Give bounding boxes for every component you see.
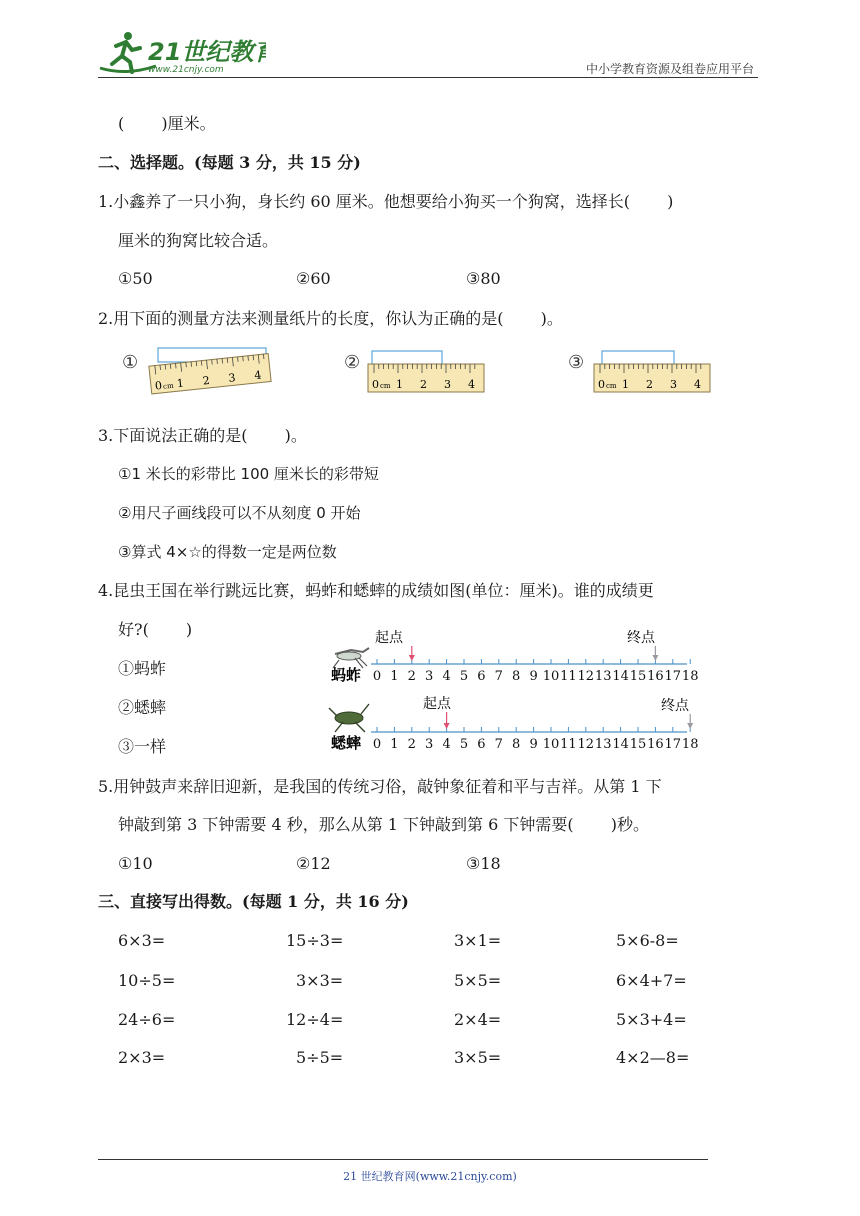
number-line-tick-label: 2: [407, 669, 416, 684]
number-line-tick-label: 6: [477, 669, 486, 684]
number-line-tick-label: 15: [629, 737, 647, 752]
calc-item: 4×2—8=: [616, 1048, 690, 1067]
ruler-label: 1: [176, 376, 185, 391]
calc-item: 5×3+4=: [616, 1010, 687, 1029]
number-line-tick-label: 5: [459, 669, 469, 684]
q1-option-c: ③80: [466, 269, 501, 288]
row2-start-arrow: [444, 712, 450, 729]
row1-start-arrow: [409, 646, 415, 661]
number-line-tick-label: 8: [512, 669, 521, 684]
ruler-tick: [201, 361, 202, 366]
q2-mark-b: ②: [344, 352, 361, 373]
q2-mark-a: ①: [122, 352, 139, 373]
number-line-tick-label: 3: [425, 669, 434, 684]
number-line-tick-label: 14: [612, 737, 629, 752]
paper-strip: [372, 351, 442, 365]
number-line-tick-label: 0: [372, 737, 382, 752]
section3-title: 三、直接写出得数。(每题 1 分，共 16 分): [98, 892, 409, 911]
q5-option-b: ②12: [296, 854, 331, 873]
number-line-tick-label: 9: [529, 737, 538, 752]
number-line-tick-label: 1: [390, 669, 399, 684]
q3-text: 3.下面说法正确的是( )。: [98, 426, 307, 445]
number-line-tick-label: 17: [664, 669, 682, 684]
ruler-label: 4: [468, 378, 475, 391]
calc-item: 2×4=: [454, 1010, 502, 1029]
site-logo: [96, 26, 266, 80]
number-line-tick-label: 7: [494, 669, 503, 684]
q2-ruler-a: [148, 344, 278, 399]
ruler-label: 1: [396, 378, 403, 391]
number-line-tick-label: 15: [629, 669, 647, 684]
logo-text: 21世纪教育: [148, 38, 266, 66]
q4-number-line-figure: [325, 622, 705, 757]
ruler-tick: [170, 364, 171, 369]
q4-line1: 4.昆虫王国在举行跳远比赛，蚂蚱和蟋蟀的成绩如图(单位：厘米)。谁的成绩更: [98, 581, 654, 600]
footer-divider: [98, 1159, 708, 1160]
number-line-tick-label: 13: [594, 737, 612, 752]
calc-item: 5×5=: [454, 971, 502, 990]
calc-item: 24÷6=: [118, 1010, 176, 1029]
ruler-tick: [217, 359, 218, 364]
calc-item: 3×3=: [296, 971, 344, 990]
site-tag: 中小学教育资源及组卷应用平台: [585, 62, 754, 76]
arrow-head: [409, 655, 415, 661]
ruler-tick: [248, 356, 249, 361]
number-line-tick-label: 12: [577, 737, 595, 752]
q4-option-c: ③一样: [118, 737, 167, 756]
q4-option-b: ②蟋蟀: [118, 698, 167, 717]
ruler-label: 0: [154, 378, 163, 393]
q4-option-a: ①蚂蚱: [118, 659, 167, 678]
q1-line1: 1.小鑫养了一只小狗，身长约 60 厘米。他想要给小狗买一个狗窝，选择长( ): [98, 192, 674, 211]
row1-name: 蚂蚱: [331, 666, 362, 684]
section2-title: 二、选择题。(每题 3 分，共 15 分): [98, 153, 361, 172]
row2-end-arrow: [687, 714, 693, 729]
number-line-tick-label: 13: [594, 669, 612, 684]
ruler-label: cm: [380, 382, 391, 390]
q1-option-a: ①50: [118, 269, 153, 288]
ruler-label: 3: [670, 378, 677, 391]
row2-start-label: 起点: [423, 696, 451, 712]
ruler-label: 0: [372, 378, 379, 391]
header-divider: [98, 77, 758, 78]
number-line-tick-label: 9: [529, 669, 538, 684]
number-line-tick-label: 16: [647, 737, 664, 752]
number-line-tick-label: 0: [372, 669, 382, 684]
number-line-tick-label: 18: [681, 669, 699, 684]
number-line-tick-label: 1: [390, 737, 399, 752]
q1-option-b: ②60: [296, 269, 331, 288]
logo-url: www.21cnjy.com: [148, 65, 224, 75]
number-line-tick-label: 5: [459, 737, 469, 752]
row2-name: 蟋蟀: [331, 734, 362, 752]
ruler-tick: [222, 358, 223, 363]
q3-option-b: ②用尺子画线段可以不从刻度 0 开始: [118, 504, 361, 522]
q3-option-c: ③算式 4×☆的得数一定是两位数: [118, 543, 337, 561]
paper-strip: [602, 351, 674, 365]
ruler-label: 2: [202, 373, 211, 388]
number-line-tick-label: 11: [560, 737, 577, 752]
row1-end-label: 终点: [627, 630, 655, 646]
arrow-head: [444, 723, 450, 729]
q2-text: 2.用下面的测量方法来测量纸片的长度，你认为正确的是( )。: [98, 309, 563, 328]
number-line-tick-label: 12: [577, 669, 595, 684]
number-line-tick-label: 16: [647, 669, 664, 684]
number-line-tick-label: 8: [512, 737, 521, 752]
number-line-tick-label: 2: [407, 737, 416, 752]
number-line-tick-label: 4: [442, 669, 451, 684]
cricket-icon: [329, 704, 369, 732]
row1-end-arrow: [652, 646, 658, 661]
ruler-label: cm: [162, 381, 175, 391]
number-line-tick-label: 10: [542, 737, 560, 752]
number-line-tick-label: 4: [442, 737, 451, 752]
row2-end-label: 终点: [661, 698, 689, 714]
ruler-tick: [227, 358, 228, 363]
ruler-tick: [253, 355, 254, 360]
q2-mark-c: ③: [568, 352, 585, 373]
ruler-tick: [212, 360, 213, 365]
calc-item: 12÷4=: [286, 1010, 344, 1029]
ruler-label: 4: [253, 368, 263, 383]
carryover-line: ( )厘米。: [118, 114, 216, 133]
q3-option-a: ①1 米长的彩带比 100 厘米长的彩带短: [118, 465, 379, 483]
ruler-tick: [238, 357, 239, 362]
number-line-tick-label: 18: [681, 737, 699, 752]
ruler-label: 3: [444, 378, 451, 391]
q5-line1: 5.用钟鼓声来辞旧迎新，是我国的传统习俗，敲钟象征着和平与吉祥。从第 1 下: [98, 777, 662, 796]
q2-ruler-c: [590, 348, 715, 396]
q4-line2: 好?( ): [118, 620, 193, 639]
ruler-label: 2: [646, 378, 653, 391]
calc-item: 5×6-8=: [616, 931, 679, 950]
ruler-label: cm: [606, 382, 617, 390]
number-line-tick-label: 6: [477, 737, 486, 752]
arrow-head: [687, 723, 693, 729]
calc-item: 3×5=: [454, 1048, 502, 1067]
ruler-label: 1: [622, 378, 629, 391]
ruler-tick: [196, 361, 197, 366]
number-line-tick-label: 10: [542, 669, 560, 684]
calc-item: 15÷3=: [286, 931, 344, 950]
calc-item: 2×3=: [118, 1048, 166, 1067]
footer-text: 21 世纪教育网(www.21cnjy.com): [343, 1170, 517, 1183]
number-line-tick-label: 17: [664, 737, 682, 752]
q1-line2: 厘米的狗窝比较合适。: [118, 231, 279, 250]
q2-ruler-b: [364, 348, 489, 396]
ruler-tick: [165, 364, 166, 369]
calc-item: 6×4+7=: [616, 971, 687, 990]
ruler-label: 3: [227, 371, 237, 385]
calc-item: 3×1=: [454, 931, 502, 950]
ruler-label: 0: [598, 378, 605, 391]
number-line-tick-label: 14: [612, 669, 629, 684]
number-line-tick-label: 3: [425, 737, 434, 752]
ruler-label: 2: [420, 378, 427, 391]
number-line-tick-label: 11: [560, 669, 577, 684]
grasshopper-icon: [333, 648, 369, 668]
q5-option-c: ③18: [466, 854, 501, 873]
ruler-label: 4: [694, 378, 701, 391]
q5-line2: 钟敲到第 3 下钟需要 4 秒，那么从第 1 下钟敲到第 6 下钟需要( )秒。: [118, 815, 649, 834]
row1-start-label: 起点: [375, 630, 403, 646]
number-line-tick-label: 7: [494, 737, 503, 752]
calc-item: 6×3=: [118, 931, 166, 950]
ruler-tick: [176, 363, 177, 368]
ruler-tick: [191, 362, 192, 367]
q5-option-a: ①10: [118, 854, 153, 873]
ruler-tick: [243, 356, 244, 361]
ruler-tick: [186, 362, 187, 367]
ruler-tick: [263, 354, 264, 359]
calc-item: 5÷5=: [296, 1048, 344, 1067]
calc-item: 10÷5=: [118, 971, 176, 990]
arrow-head: [652, 655, 658, 661]
ruler-tick: [160, 365, 161, 370]
